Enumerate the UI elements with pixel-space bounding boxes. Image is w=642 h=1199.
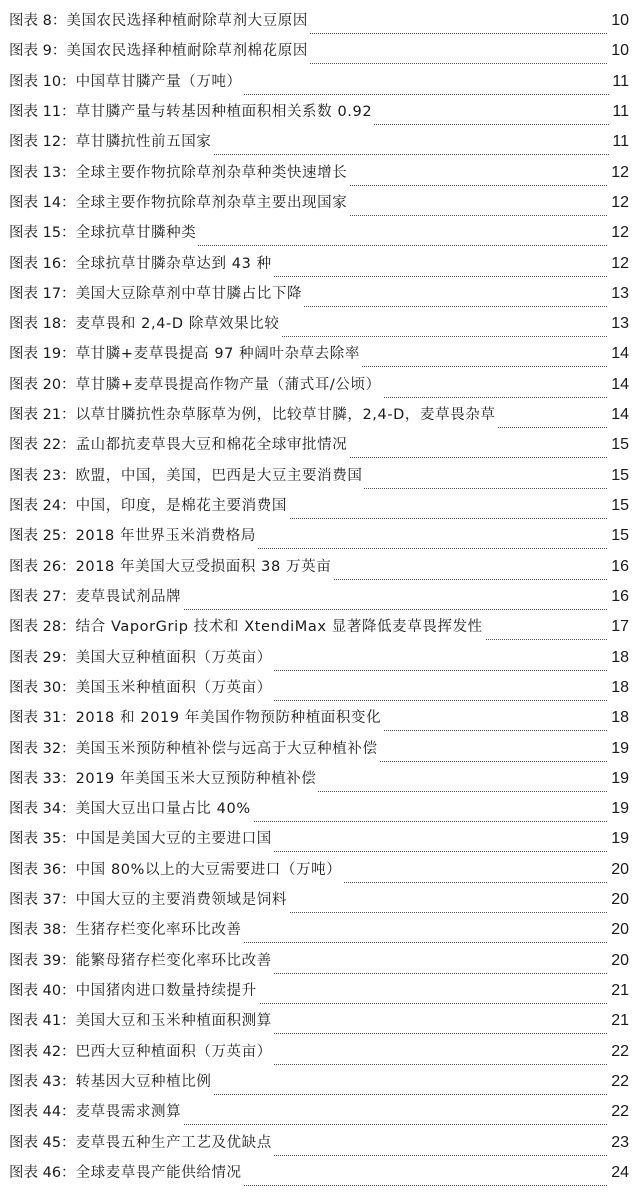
entry-text[interactable] [9,279,304,309]
figure-title: 麦草畏需求测算 [75,1104,182,1121]
toc-entry[interactable] [0,824,642,854]
page-number: 21 [608,1006,629,1036]
toc-entry[interactable] [0,946,642,976]
page-number: 20 [608,855,629,885]
entry-text[interactable] [9,885,289,915]
figure-label: 图表 45： [9,1134,76,1151]
toc-entry[interactable] [0,552,642,582]
page-number: 15 [608,430,629,460]
toc-entry[interactable] [0,1158,642,1188]
page-number: 10 [608,36,629,66]
entry-text[interactable] [9,1067,213,1097]
toc-entry[interactable] [0,764,642,794]
toc-entry[interactable] [0,400,642,430]
figure-label: 图表 9： [9,43,67,60]
figure-title: 转基因大豆种植比例 [75,1073,212,1090]
figure-title: 全球抗草甘膦杂草达到 43 种 [75,255,272,272]
table-of-figures [0,6,642,1188]
figure-title: 以草甘膦抗性杂草豚草为例，比较草甘膦，2,4-D，麦草畏杂草 [75,407,496,424]
entry-text[interactable] [9,158,349,188]
page-number: 18 [608,703,629,733]
entry-text[interactable] [9,794,253,824]
figure-label: 图表 25： [9,528,76,545]
entry-text[interactable] [9,249,274,279]
entry-text[interactable] [9,521,258,551]
toc-entry[interactable] [0,36,642,66]
entry-text[interactable] [9,97,374,127]
toc-entry[interactable] [0,673,642,703]
toc-entry[interactable] [0,1097,642,1127]
figure-title: 能繁母猪存栏变化率环比改善 [75,952,272,969]
toc-entry[interactable] [0,461,642,491]
toc-entry[interactable] [0,218,642,248]
entry-text[interactable] [9,946,274,976]
toc-entry[interactable] [0,643,642,673]
entry-text[interactable] [9,1097,183,1127]
figure-label: 图表 30： [9,679,76,696]
toc-entry[interactable] [0,97,642,127]
toc-entry[interactable] [0,521,642,551]
toc-entry[interactable] [0,158,642,188]
figure-title: 欧盟，中国，美国，巴西是大豆主要消费国 [75,467,363,484]
figure-title: 全球主要作物抗除草剂杂草主要出现国家 [75,194,348,211]
entry-text[interactable] [9,188,349,218]
figure-title: 孟山都抗麦草畏大豆和棉花全球审批情况 [75,437,348,454]
entry-text[interactable] [9,915,244,945]
toc-entry[interactable] [0,6,642,36]
toc-entry[interactable] [0,67,642,97]
figure-title: 全球抗草甘膦种类 [75,225,197,242]
figure-label: 图表 41： [9,1013,76,1030]
figure-label: 图表 18： [9,316,76,333]
figure-title: 美国农民选择种植耐除草剂大豆原因 [66,13,308,29]
toc-entry[interactable] [0,915,642,945]
figure-title: 美国大豆和玉米种植面积测算 [75,1013,272,1030]
figure-label: 图表 11： [9,103,76,120]
figure-title: 2018 年美国大豆受损面积 38 万英亩 [75,558,332,575]
page-number: 10 [608,6,629,36]
toc-entry[interactable] [0,885,642,915]
figure-title: 中国草甘膦产量（万吨） [75,73,242,90]
toc-entry[interactable] [0,491,642,521]
figure-title: 2019 年美国玉米大豆预防种植补偿 [75,770,317,787]
figure-label: 图表 17： [9,285,76,302]
entry-text[interactable] [9,309,281,339]
page-number: 22 [608,1037,629,1067]
page-number: 12 [608,158,629,188]
page-number: 18 [608,643,629,673]
figure-title: 草甘膦产量与转基因种植面积相关系数 0.92 [75,103,373,120]
figure-title: 美国大豆除草剂中草甘膦占比下降 [75,285,303,302]
toc-entry[interactable] [0,339,642,369]
entry-text[interactable] [9,127,213,157]
page-number: 23 [608,1128,629,1158]
entry-text[interactable] [9,6,310,36]
entry-text[interactable] [9,1037,274,1067]
toc-entry[interactable] [0,188,642,218]
entry-text[interactable] [9,552,333,582]
entry-text[interactable] [9,1158,244,1188]
figure-label: 图表 12： [9,134,76,151]
toc-entry[interactable] [0,855,642,885]
figure-title: 中国大豆的主要消费领域是饲料 [75,892,287,909]
figure-title: 中国 80%以上的大豆需要进口（万吨） [75,861,342,878]
figure-title: 美国农民选择种植耐除草剂棉花原因 [66,43,308,60]
figure-title: 美国玉米预防种植补偿与远高于大豆种植补偿 [75,740,378,757]
figure-label: 图表 23： [9,467,76,484]
figure-label: 图表 39： [9,952,76,969]
page-number: 13 [608,309,629,339]
figure-label: 图表 31： [9,710,76,727]
page-number: 14 [608,370,629,400]
figure-title: 美国大豆种植面积（万英亩） [75,649,272,666]
page-number: 18 [608,673,629,703]
page-number: 19 [608,734,629,764]
entry-text[interactable] [9,764,318,794]
page-number: 19 [608,824,629,854]
figure-label: 图表 21： [9,407,76,424]
figure-label: 图表 42： [9,1043,76,1060]
entry-text[interactable] [9,430,349,460]
figure-title: 2018 年世界玉米消费格局 [75,528,256,545]
figure-title: 草甘膦+麦草畏提高 97 种阔叶杂草去除率 [75,346,360,363]
page-number: 22 [608,1097,629,1127]
figure-label: 图表 43： [9,1073,76,1090]
entry-text[interactable] [9,339,362,369]
figure-title: 草甘膦+麦草畏提高作物产量（蒲式耳/公顷） [75,376,381,393]
figure-label: 图表 37： [9,892,76,909]
figure-label: 图表 14： [9,194,76,211]
entry-text[interactable] [9,218,198,248]
toc-entry[interactable] [0,612,642,642]
page-number: 15 [608,491,629,521]
figure-title: 结合 VaporGrip 技术和 XtendiMax 显著降低麦草畏挥发性 [75,619,483,636]
toc-entry[interactable] [0,976,642,1006]
figure-label: 图表 22： [9,437,76,454]
figure-title: 麦草畏五种生产工艺及优缺点 [75,1134,272,1151]
toc-entry[interactable] [0,127,642,157]
figure-title: 中国猪肉进口数量持续提升 [75,983,257,999]
toc-entry[interactable] [0,279,642,309]
entry-text[interactable] [9,491,289,521]
entry-text[interactable] [9,643,274,673]
page-number: 20 [608,915,629,945]
page-number: 24 [608,1158,629,1188]
toc-entry[interactable] [0,703,642,733]
figure-title: 巴西大豆种植面积（万英亩） [75,1043,272,1060]
page-number: 15 [608,461,629,491]
figure-title: 生猪存栏变化率环比改善 [75,922,242,939]
figure-title: 全球麦草畏产能供给情况 [75,1164,242,1181]
page-number: 19 [608,764,629,794]
toc-entry[interactable] [0,794,642,824]
toc-entry[interactable] [0,309,642,339]
page-number: 19 [608,794,629,824]
page-number: 12 [608,188,629,218]
toc-entry[interactable] [0,249,642,279]
figure-label: 图表 40： [9,983,76,999]
toc-entry[interactable] [0,1037,642,1067]
figure-label: 图表 27： [9,588,76,605]
figure-title: 中国是美国大豆的主要进口国 [75,831,272,848]
page-number: 12 [608,249,629,279]
page-number: 14 [608,400,629,430]
figure-label: 图表 20： [9,376,76,393]
entry-text[interactable] [9,1128,274,1158]
figure-label: 图表 33： [9,770,76,787]
page-number: 11 [609,67,629,97]
figure-title: 麦草畏和 2,4-D 除草效果比较 [75,316,280,333]
figure-title: 麦草畏试剂品牌 [75,588,182,605]
figure-title: 美国玉米种植面积（万英亩） [75,679,272,696]
figure-label: 图表 32： [9,740,76,757]
figure-label: 图表 35： [9,831,76,848]
page-number: 16 [608,582,629,612]
entry-text[interactable] [9,673,274,703]
figure-label: 图表 8： [9,13,67,29]
entry-text[interactable] [9,612,485,642]
entry-text[interactable] [9,824,274,854]
figure-title: 2018 和 2019 年美国作物预防种植面积变化 [75,710,382,727]
entry-text[interactable] [9,703,383,733]
page-number: 15 [608,521,629,551]
page-number: 11 [609,97,629,127]
page-number: 20 [608,946,629,976]
figure-label: 图表 15： [9,225,76,242]
page-number: 22 [608,1067,629,1097]
toc-entry[interactable] [0,1067,642,1097]
figure-label: 图表 34： [9,801,76,818]
toc-entry[interactable] [0,370,642,400]
toc-entry[interactable] [0,430,642,460]
figure-label: 图表 29： [9,649,76,666]
figure-title: 美国大豆出口量占比 40% [75,801,251,818]
figure-label: 图表 36： [9,861,76,878]
entry-text[interactable] [9,67,244,97]
entry-text[interactable] [9,855,343,885]
entry-text[interactable] [9,400,498,430]
entry-text[interactable] [9,370,383,400]
page-number: 17 [608,612,629,642]
figure-label: 图表 44： [9,1104,76,1121]
page-number: 14 [608,339,629,369]
figure-label: 图表 19： [9,346,76,363]
figure-label: 图表 28： [9,619,76,636]
toc-entry[interactable] [0,1128,642,1158]
toc-entry[interactable] [0,1006,642,1036]
entry-text[interactable] [9,461,364,491]
entry-text[interactable] [9,1006,274,1036]
figure-label: 图表 26： [9,558,76,575]
figure-title: 全球主要作物抗除草剂杂草种类快速增长 [75,164,348,181]
page-number: 12 [608,218,629,248]
toc-entry[interactable] [0,734,642,764]
figure-label: 图表 10： [9,73,76,90]
page-number: 13 [608,279,629,309]
figure-label: 图表 38： [9,922,76,939]
figure-label: 图表 13： [9,164,76,181]
figure-label: 图表 24： [9,498,76,514]
page-number: 21 [608,976,629,1006]
page-number: 11 [609,127,629,157]
toc-entry[interactable] [0,582,642,612]
entry-text[interactable] [9,976,259,1006]
page-number: 20 [608,885,629,915]
entry-text[interactable] [9,734,380,764]
page-number: 16 [608,552,629,582]
figure-label: 图表 46： [9,1164,76,1181]
figure-title: 中国，印度，是棉花主要消费国 [75,498,287,514]
figure-label: 图表 16： [9,255,76,272]
entry-text[interactable] [9,36,310,66]
entry-text[interactable] [9,582,183,612]
figure-title: 草甘膦抗性前五国家 [75,134,212,151]
